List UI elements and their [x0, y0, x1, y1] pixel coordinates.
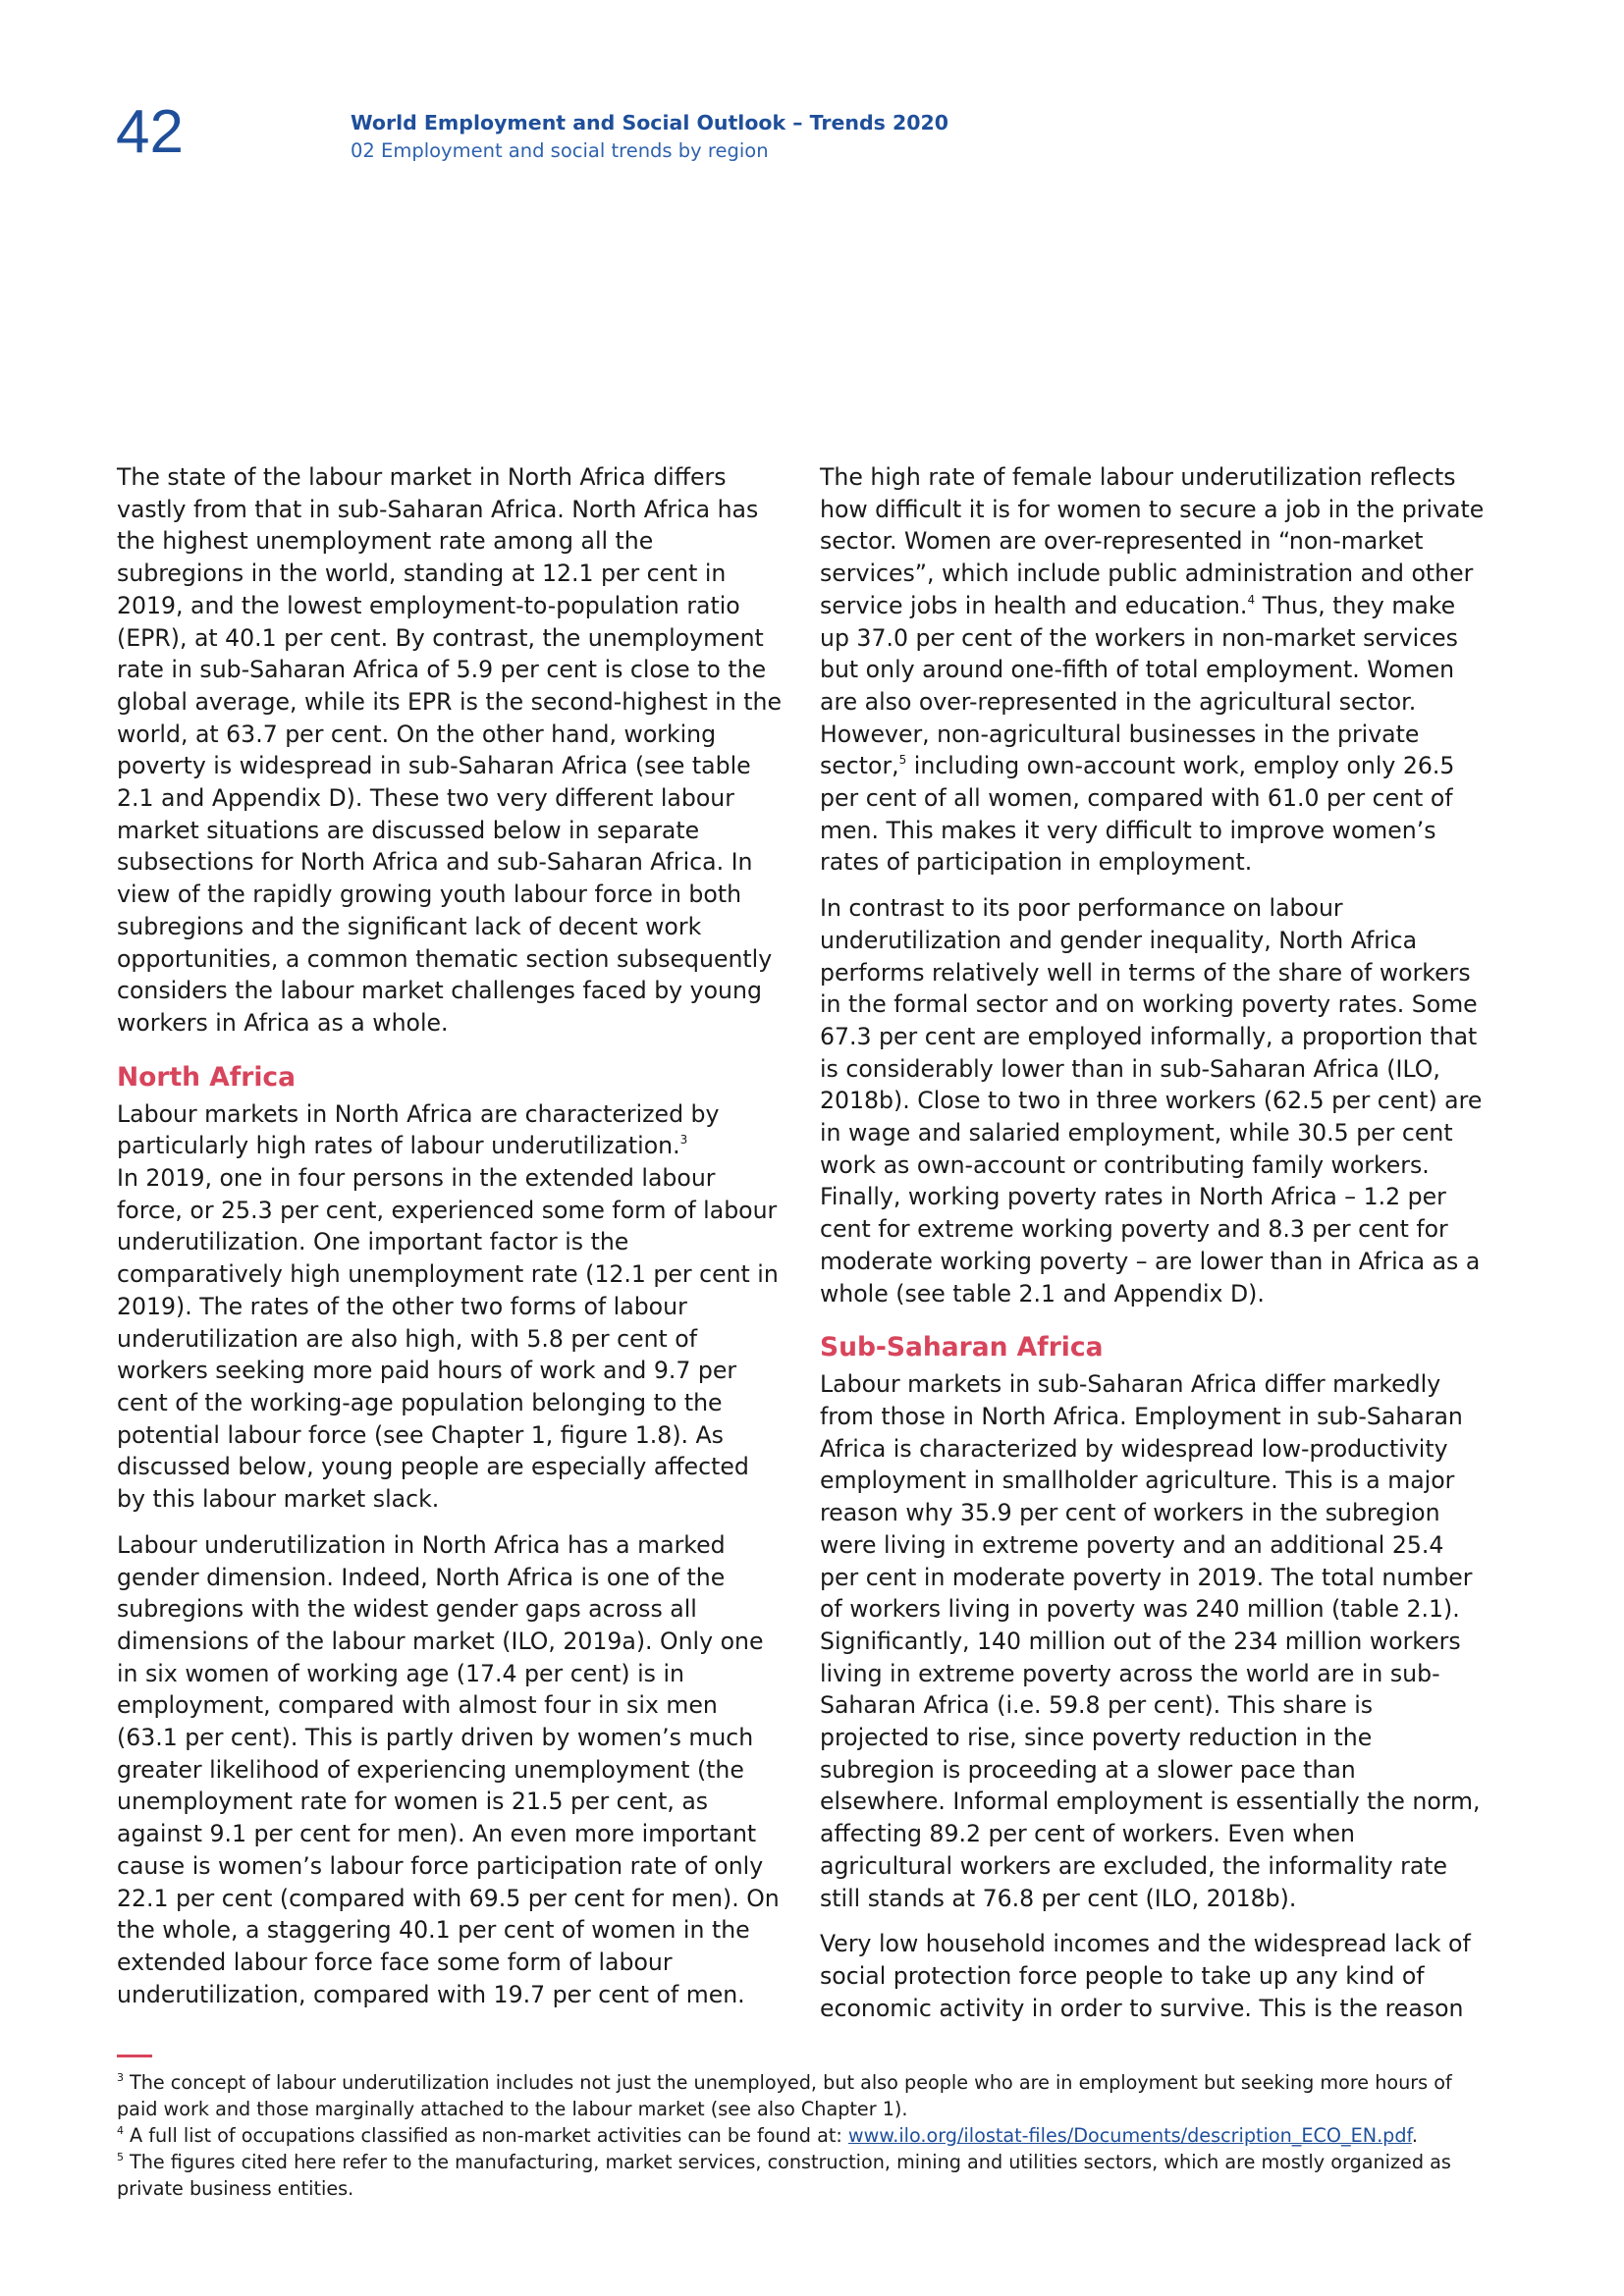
footnote-4-text: A full list of occupations classified as non-market activities can be found at: [130, 2124, 848, 2147]
footnote-divider [117, 2055, 152, 2057]
left-column [117, 461, 785, 2024]
page-number: 42 [116, 98, 184, 166]
na-p1-text-a: Labour markets in North Africa are characterized by particularly high rates of labour underutilization. [117, 1099, 720, 1160]
chapter-subtitle: 02 Employment and social trends by region [351, 138, 769, 162]
footnote-4-number: 4 [117, 2124, 124, 2137]
na-p1-text-b: In 2019, one in four persons in the extended labour force, or 25.3 per cent, experienced some form of labour underutilization. One important factor is the comparatively high unemployment rate (12.1 per cent in 2019). The rates of the other two forms of labour underutilization are also high, with 5.8 per cent of workers seeking more paid hours of work and 9.7 per cent of the working-age population belonging to the potential labour force (see Chapter 1, figure 1.8). As discussed below, young people are especially affected by this labour market slack. [117, 1164, 779, 1514]
r-p1-text-a: The high rate of female labour underutilization reflects how difficult it is for women to secure a job in the private sector. Women are over-represented in “non-market services”, which include public administration and other service jobs in health and education. [820, 463, 1485, 619]
north-africa-paragraph-1 [117, 1098, 785, 1516]
ilo-description-link[interactable]: www.ilo.org/ilostat-files/Documents/description_ECO_EN.pdf [847, 2124, 1412, 2147]
footnote-ref-4[interactable]: 4 [1247, 592, 1256, 607]
footnote-3-text: The concept of labour underutilization includes not just the unemployed, but also people who are in employment but seeking more hours of paid work and those marginally attached to the labour market (see also Chapter 1). [117, 2071, 1452, 2120]
footnote-5 [117, 2149, 1491, 2202]
intro-paragraph: The state of the labour market in North Africa differs vastly from that in sub-Saharan Africa. North Africa has the highest unemployment rate among all the subregions in the world, standing at 12.1 per cent in 2019, and the lowest employment-to-population ratio (EPR), at 40.1 per cent. By contrast, the unemployment rate in sub-Saharan Africa of 5.9 per cent is close to the global average, while its EPR is the second-highest in the world, at 63.7 per cent. On the other hand, working poverty is widespread in sub-Saharan Africa (see table 2.1 and Appendix D). These two very different labour market situations are discussed below in separate subsections for North Africa and sub-Saharan Africa. In view of the rapidly growing youth labour force in both subregions and the significant lack of decent work opportunities, a common thematic section subsequently considers the labour market challenges faced by young workers in Africa as a whole. [117, 463, 782, 1037]
north-africa-heading: North Africa [117, 1061, 296, 1093]
report-title: World Employment and Social Outlook – Trends 2020 [351, 111, 949, 134]
sub-saharan-paragraph-2: Very low household incomes and the widespread lack of social protection force people to take up any kind of economic activity in order to survive. This is the reason [820, 1930, 1471, 2022]
right-column [820, 461, 1488, 2038]
footnote-3-number: 3 [117, 2071, 124, 2084]
north-africa-paragraph-3 [820, 461, 1488, 879]
r-p1-text-c: including own-account work, employ only 26.5 per cent of all women, compared with 61.0 per cent of men. This makes it very difficult to improve women’s rates of participation in employment. [820, 752, 1455, 877]
running-header [351, 110, 948, 164]
footnote-4-end: . [1411, 2124, 1419, 2147]
sub-saharan-africa-heading: Sub-Saharan Africa [820, 1332, 1104, 1363]
footnote-4 [117, 2122, 1491, 2149]
north-africa-paragraph-2: Labour underutilization in North Africa has a marked gender dimension. Indeed, North Africa is one of the subregions with the widest gender gaps across all dimensions of the labour market (ILO, 2019a). Only one in six women of working age (17.4 per cent) is in employment, compared with almost four in six men (63.1 per cent). This is partly driven by women’s much greater likelihood of experiencing unemployment (the unemployment rate for women is 21.5 per cent, as against 9.1 per cent for men). An even more important cause is women’s labour force participation rate of only 22.1 per cent (compared with 69.5 per cent for men). On the whole, a staggering 40.1 per cent of women in the extended labour force face some form of labour underutilization, compared with 19.7 per cent of men. [117, 1530, 780, 2008]
north-africa-paragraph-4: In contrast to its poor performance on labour underutilization and gender inequality, North Africa performs relatively well in terms of the share of workers in the formal sector and on working poverty rates. Some 67.3 per cent are employed informally, a proportion that is considerably lower than in sub-Saharan Africa (ILO, 2018b). Close to two in three workers (62.5 per cent) are in wage and salaried employment, while 30.5 per cent work as own-account or contributing family workers. Finally, working poverty rates in North Africa – 1.2 per cent for extreme working poverty and 8.3 per cent for moderate working poverty – are lower than in Africa as a whole (see table 2.1 and Appendix D). [820, 894, 1483, 1308]
footnote-ref-3[interactable]: 3 [679, 1133, 688, 1148]
footnote-ref-5[interactable]: 5 [898, 753, 907, 768]
sub-saharan-paragraph-1: Labour markets in sub-Saharan Africa differ markedly from those in North Africa. Employment in sub-Saharan Africa is characterized by widespread low-productivity employment in smallholder agriculture. This is a major reason why 35.9 per cent of workers in the subregion were living in extreme poverty and an additional 25.4 per cent in moderate poverty in 2019. The total number of workers living in poverty was 240 million (table 2.1). Significantly, 140 million out of the 234 million workers living in extreme poverty across the world are in sub-Saharan Africa (i.e. 59.8 per cent). This share is projected to rise, since poverty reduction in the subregion is proceeding at a slower pace than elsewhere. Informal employment is essentially the norm, affecting 89.2 per cent of workers. Even when agricultural workers are excluded, the informality rate still stands at 76.8 per cent (ILO, 2018b). [820, 1370, 1481, 1912]
footnote-5-number: 5 [117, 2151, 124, 2163]
r-p1-text-b: Thus, they make up 37.0 per cent of the workers in non-market services but only around one-fifth of total employment. Women are also over-represented in the agricultural sector. However, non-agricultural businesses in the private sector, [820, 591, 1458, 780]
footnote-5-text: The figures cited here refer to the manufacturing, market services, construction, mining and utilities sectors, which are mostly organized as private business entities. [117, 2151, 1451, 2200]
footnote-3 [117, 2069, 1491, 2122]
footnotes [117, 2069, 1491, 2202]
